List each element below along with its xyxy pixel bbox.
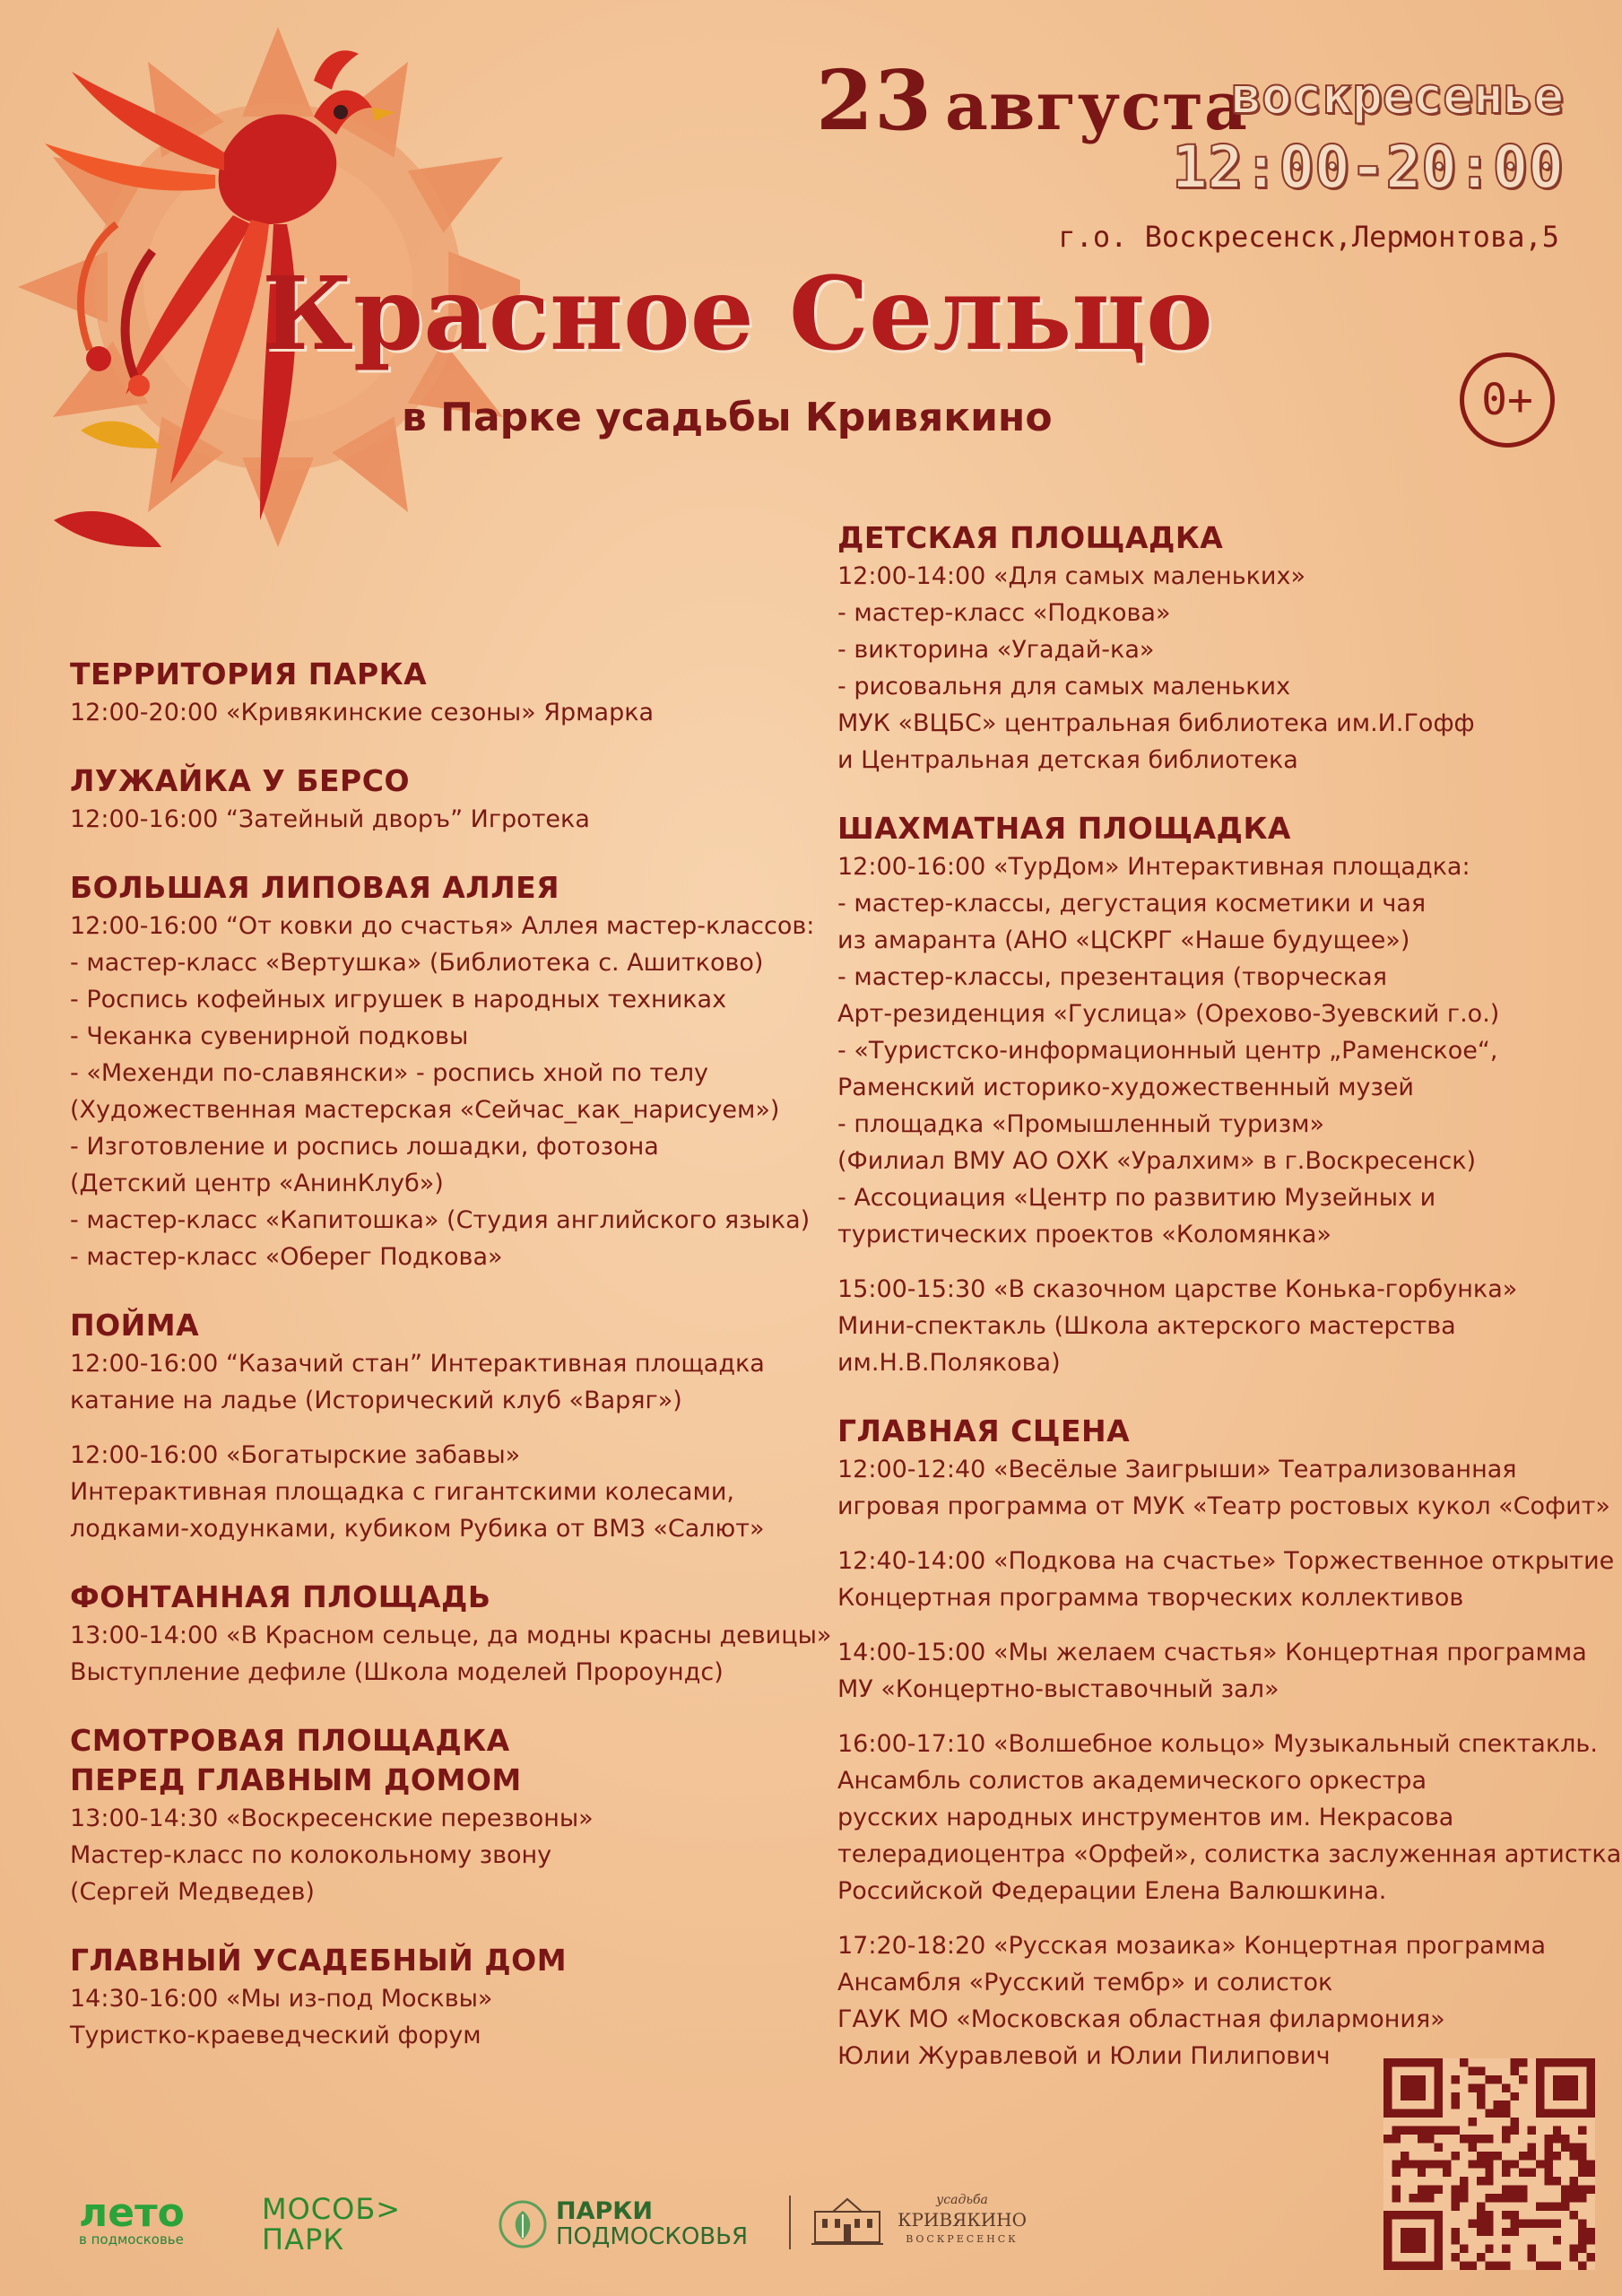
program-left-column bbox=[70, 655, 841, 2084]
program-line: из амаранта (АНО «ЦСКРГ «Наше будущее») bbox=[837, 926, 1410, 954]
program-line: - мастер-класс «Вертушка» (Библиотека с. Ашитково) bbox=[70, 949, 764, 977]
program-line: - площадка «Промышленный туризм» bbox=[837, 1110, 1324, 1138]
program-line: (Сергей Медведев) bbox=[70, 1878, 315, 1906]
section-title: ГЛАВНАЯ СЦЕНА bbox=[837, 1413, 1131, 1448]
program-line: - «Туристско-информационный центр „Раменское“, bbox=[837, 1037, 1498, 1065]
program-line: МУ «Концертно-выставочный зал» bbox=[837, 1675, 1279, 1703]
section-title: ГЛАВНЫЙ УСАДЕБНЫЙ ДОМ bbox=[70, 1943, 568, 1978]
program-section bbox=[837, 1412, 1622, 2074]
event-title: Красное Сельцо bbox=[262, 256, 1213, 373]
section-title: ТЕРРИТОРИЯ ПАРКА bbox=[70, 657, 428, 691]
program-line: Концертная программа творческих коллективов bbox=[837, 1584, 1464, 1612]
program-line: 12:00-16:00 “Казачий стан” Интерактивная площадка bbox=[70, 1350, 765, 1378]
program-line: 12:00-16:00 “Затейный дворъ” Игротека bbox=[70, 805, 590, 833]
program-line: 12:00-12:40 «Весёлые Заигрыши» Театрализованная bbox=[837, 1456, 1517, 1483]
program-line: игровая программа от МУК «Театр ростовых кукол «Софит» bbox=[837, 1492, 1610, 1520]
footer-divider bbox=[789, 2196, 791, 2249]
program-line: 12:00-16:00 «Богатырские забавы» bbox=[70, 1441, 521, 1469]
program-line: Юлии Журавлевой и Юлии Пилипович bbox=[837, 2042, 1331, 2070]
program-line: 12:40-14:00 «Подкова на счастье» Торжественное открытие bbox=[837, 1547, 1615, 1575]
event-weekday: воскресенье bbox=[1231, 67, 1564, 126]
program-line: 12:00-16:00 «ТурДом» Интерактивная площадка: bbox=[837, 853, 1470, 881]
leto-logo-main: лето bbox=[79, 2190, 185, 2236]
program-line: 15:00-15:30 «В сказочном царстве Конька-горбунка» bbox=[837, 1275, 1518, 1303]
program-line: Арт-резиденция «Гуслица» (Орехово-Зуевский г.о.) bbox=[837, 1000, 1500, 1028]
program-line: им.Н.В.Полякова) bbox=[837, 1349, 1061, 1377]
date-day: 23 bbox=[816, 52, 933, 149]
section-title: БОЛЬШАЯ ЛИПОВАЯ АЛЛЕЯ bbox=[70, 870, 560, 905]
section-title-line2: ПЕРЕД ГЛАВНЫМ ДОМОМ bbox=[70, 1762, 522, 1797]
event-address: г.о. Воскресенск,Лермонтова,5 bbox=[1058, 220, 1559, 254]
program-line: Выступление дефиле (Школа моделей Пророундс) bbox=[70, 1658, 724, 1686]
mosobpark-line2: ПАРК bbox=[262, 2222, 344, 2257]
section-title: ШАХМАТНАЯ ПЛОЩАДКА bbox=[837, 811, 1291, 846]
program-line: лодками-ходунками, кубиком Рубика от ВМЗ «Салют» bbox=[70, 1515, 765, 1543]
program-line: Ансамбля «Русский тембр» и солисток bbox=[837, 1969, 1333, 1996]
program-line: 14:30-16:00 «Мы из-под Москвы» bbox=[70, 1985, 493, 2013]
program-section bbox=[70, 655, 841, 731]
program-line: туристических проектов «Коломянка» bbox=[837, 1221, 1331, 1248]
program-section bbox=[70, 1306, 841, 1547]
krivyakino-line1: усадьба bbox=[936, 2193, 988, 2207]
program-line: 12:00-20:00 «Кривякинские сезоны» Ярмарка bbox=[70, 699, 655, 726]
program-line: 14:00-15:00 «Мы желаем счастья» Концертная программа bbox=[837, 1639, 1587, 1666]
program-line: Туристко-краеведческий форум bbox=[70, 2022, 481, 2049]
program-line: Интерактивная площадка с гигантскими колесами, bbox=[70, 1478, 734, 1506]
program-line: и Центральная детская библиотека bbox=[837, 746, 1298, 774]
parki-podmoskovya-logo bbox=[499, 2199, 748, 2249]
section-title: СМОТРОВАЯ ПЛОЩАДКА bbox=[70, 1723, 510, 1758]
program-line: - Роспись кофейных игрушек в народных техниках bbox=[70, 986, 727, 1013]
program-line: - мастер-класс «Капитошка» (Студия английского языка) bbox=[70, 1206, 811, 1234]
leto-logo-sub: в подмосковье bbox=[79, 2231, 184, 2248]
leto-logo bbox=[79, 2190, 185, 2248]
leaf-icon bbox=[499, 2200, 547, 2248]
program-line: Мини-спектакль (Школа актерского мастерства bbox=[837, 1312, 1456, 1340]
program-line: - Чеканка сувенирной подковы bbox=[70, 1022, 469, 1050]
program-line: - рисовальня для самых маленьких bbox=[837, 673, 1291, 700]
qr-code[interactable] bbox=[1383, 2058, 1595, 2270]
program-section bbox=[70, 761, 841, 838]
program-line: Раменский историко-художественный музей bbox=[837, 1074, 1414, 1101]
program-line: 12:00-14:00 «Для самых маленьких» bbox=[837, 562, 1305, 590]
program-line: 13:00-14:30 «Воскресенские перезвоны» bbox=[70, 1805, 594, 1832]
program-line: 17:20-18:20 «Русская мозаика» Концертная программа bbox=[837, 1932, 1547, 1960]
program-line: 13:00-14:00 «В Красном сельце, да модны красны девицы» bbox=[70, 1622, 832, 1649]
section-title: ЛУЖАЙКА У БЕРСО bbox=[70, 763, 410, 798]
program-line: - «Мехенди по-славянски» - роспись хной по телу bbox=[70, 1059, 708, 1087]
parki-line2: ПОДМОСКОВЬЯ bbox=[556, 2223, 749, 2250]
program-line: Ансамбль солистов академического оркестра bbox=[837, 1767, 1427, 1795]
section-title: ФОНТАННАЯ ПЛОЩАДЬ bbox=[70, 1579, 491, 1614]
program-line: 12:00-16:00 “От ковки до счастья» Аллея мастер-классов: bbox=[70, 912, 815, 940]
program-line: Российской Федерации Елена Валюшкина. bbox=[837, 1877, 1387, 1905]
program-line: - Ассоциация «Центр по развитию Музейных и bbox=[837, 1184, 1436, 1212]
event-hours: 12:00-20:00 bbox=[1171, 133, 1564, 202]
krivyakino-line2: КРИВЯКИНО bbox=[898, 2209, 1027, 2231]
manor-icon bbox=[811, 2192, 883, 2248]
program-line: МУК «ВЦБС» центральная библиотека им.И.Гофф bbox=[837, 709, 1475, 737]
section-title: ПОЙМА bbox=[70, 1308, 200, 1343]
section-title: ДЕТСКАЯ ПЛОЩАДКА bbox=[837, 520, 1224, 555]
program-section bbox=[70, 868, 841, 1275]
parki-line1: ПАРКИ bbox=[556, 2197, 653, 2225]
program-section bbox=[837, 518, 1573, 778]
event-subtitle: в Парке усадьбы Кривякино bbox=[402, 395, 1053, 440]
program-line: - мастер-класс «Оберег Подкова» bbox=[70, 1243, 503, 1271]
program-line: (Детский центр «АнинКлуб») bbox=[70, 1170, 444, 1197]
program-line: телерадиоцентра «Орфей», солистка заслуженная артистка bbox=[837, 1840, 1622, 1868]
program-line: (Филиал ВМУ АО ОХК «Уралхим» в г.Воскресенск) bbox=[837, 1147, 1477, 1175]
date-month: августа bbox=[945, 68, 1248, 145]
program-section bbox=[70, 1578, 841, 1691]
program-line: русских народных инструментов им. Некрасова bbox=[837, 1804, 1454, 1831]
program-section bbox=[70, 1941, 841, 2054]
krivyakino-line3: ВОСКРЕСЕНСК bbox=[906, 2233, 1019, 2245]
program-line: ГАУК МО «Московская областная филармония» bbox=[837, 2005, 1445, 2033]
mosobpark-logo bbox=[262, 2194, 401, 2255]
program-section bbox=[70, 1721, 841, 1910]
age-rating-badge: 0+ bbox=[1460, 352, 1555, 448]
program-line: - мастер-класс «Подкова» bbox=[837, 599, 1171, 627]
program-line: - мастер-классы, презентация (творческая bbox=[837, 963, 1387, 991]
krivyakino-logo bbox=[811, 2190, 1027, 2249]
program-line: - мастер-классы, дегустация косметики и чая bbox=[837, 890, 1427, 918]
mosobpark-line1: МОСОБ> bbox=[262, 2192, 402, 2226]
program-line: - викторина «Угадай-ка» bbox=[837, 636, 1155, 664]
program-line: катание на ладье (Исторический клуб «Варяг») bbox=[70, 1387, 682, 1414]
program-line: Мастер-класс по колокольному звону bbox=[70, 1841, 552, 1869]
program-line: 16:00-17:10 «Волшебное кольцо» Музыкальный спектакль. bbox=[837, 1730, 1598, 1758]
program-section bbox=[837, 809, 1573, 1381]
program-right-column bbox=[837, 518, 1622, 2105]
program-line: (Художественная мастерская «Сейчас_как_нарисуем») bbox=[70, 1096, 780, 1124]
program-line: - Изготовление и роспись лошадки, фотозона bbox=[70, 1133, 659, 1161]
